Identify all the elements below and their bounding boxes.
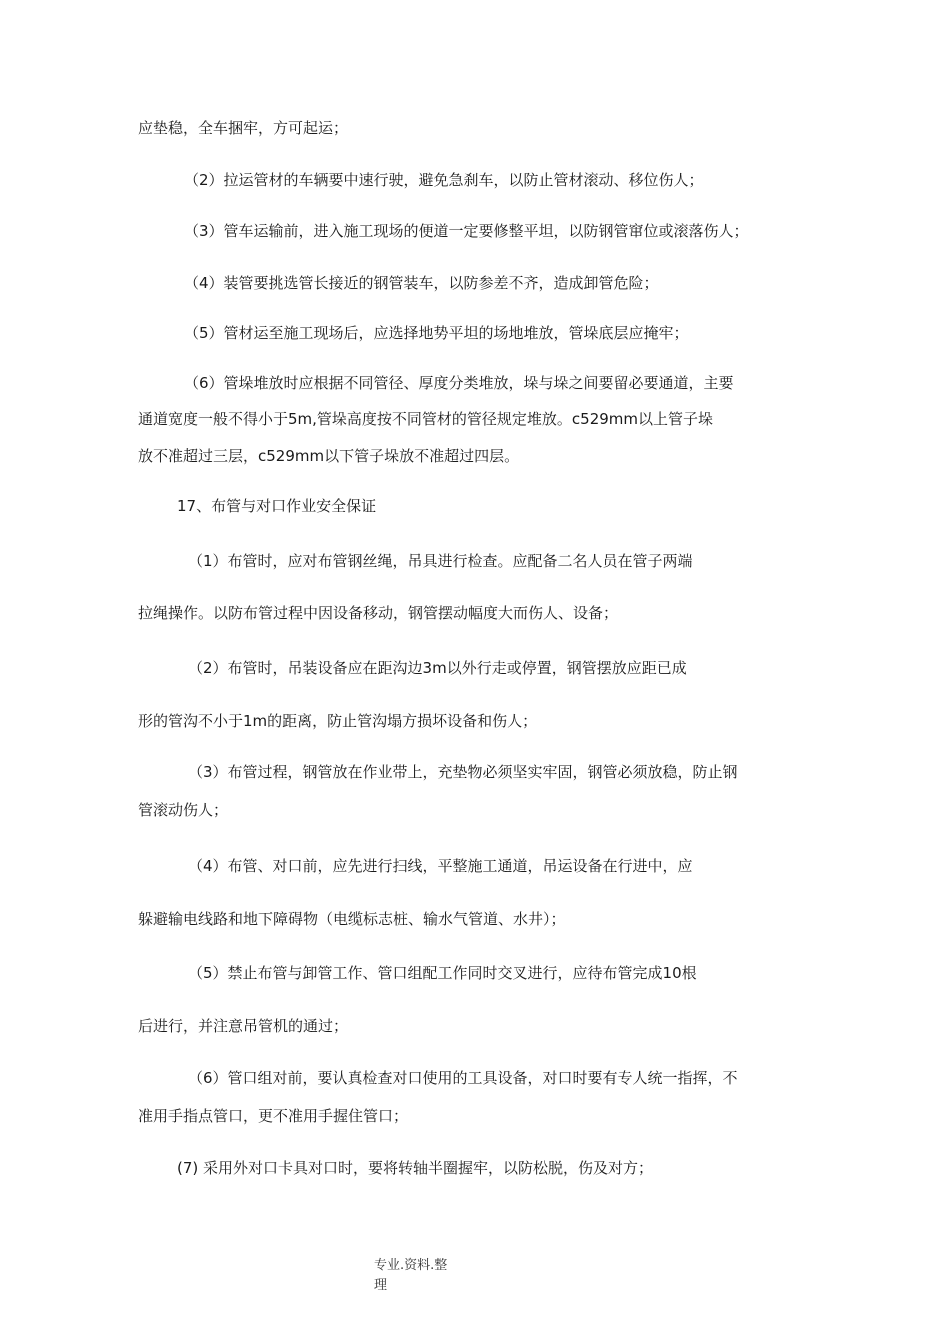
- text-line: 放不准超过三层，c529mm以下管子垛放不准超过四层。: [138, 447, 520, 465]
- text-line: （2）布管时，吊装设备应在距沟边3m以外行走或停置，钢管摆放应距已成: [188, 659, 687, 677]
- footer-line: 专业.资料.整: [374, 1258, 448, 1273]
- footer-line: 理: [374, 1278, 388, 1293]
- text-line: 管滚动伤人；: [138, 801, 229, 819]
- section-heading: 17、布管与对口作业安全保证: [177, 497, 377, 515]
- text-line: （6）管口组对前，要认真检查对口使用的工具设备，对口时要有专人统一指挥，不: [188, 1069, 738, 1087]
- text-line: （2）拉运管材的车辆要中速行驶，避免急刹车，以防止管材滚动、移位伤人；: [184, 171, 704, 189]
- text-line: 形的管沟不小于1m的距离，防止管沟塌方损坏设备和伤人；: [138, 712, 538, 730]
- text-line: （1）布管时，应对布管钢丝绳，吊具进行检查。应配备二名人员在管子两端: [188, 552, 693, 570]
- text-line: （5）管材运至施工现场后，应选择地势平坦的场地堆放，管垛底层应掩牢；: [184, 324, 689, 342]
- page-footer: [374, 1256, 447, 1296]
- text-line: (7) 采用外对口卡具对口时，要将转轴半圈握牢，以防松脱，伤及对方；: [177, 1159, 654, 1177]
- text-line: （5）禁止布管与卸管工作、管口组配工作同时交叉进行，应待布管完成10根: [188, 964, 697, 982]
- text-line: （4）装管要挑选管长接近的钢管装车，以防参差不齐，造成卸管危险；: [184, 274, 659, 292]
- text-line: 后进行，并注意吊管机的通过；: [138, 1017, 349, 1035]
- text-line: 通道宽度一般不得小于5m,管垛高度按不同管材的管径规定堆放。c529mm以上管子垛: [138, 410, 714, 428]
- text-line: 躲避输电线路和地下障碍物（电缆标志桩、输水气管道、水井）；: [138, 910, 566, 928]
- text-line: 应垫稳，全车捆牢，方可起运；: [138, 119, 349, 137]
- text-line: （3）管车运输前，进入施工现场的便道一定要修整平坦，以防钢管窜位或滚落伤人；: [184, 222, 749, 240]
- text-line: 准用手指点管口，更不准用手握住管口；: [138, 1107, 409, 1125]
- text-line: 拉绳操作。以防布管过程中因设备移动，钢管摆动幅度大而伤人、设备；: [138, 604, 619, 622]
- text-line: （6）管垛堆放时应根据不同管径、厚度分类堆放，垛与垛之间要留必要通道，主要: [184, 374, 734, 392]
- text-line: （3）布管过程，钢管放在作业带上，充垫物必须坚实牢固，钢管必须放稳，防止钢: [188, 763, 738, 781]
- text-line: （4）布管、对口前，应先进行扫线，平整施工通道，吊运设备在行进中，应: [188, 857, 693, 875]
